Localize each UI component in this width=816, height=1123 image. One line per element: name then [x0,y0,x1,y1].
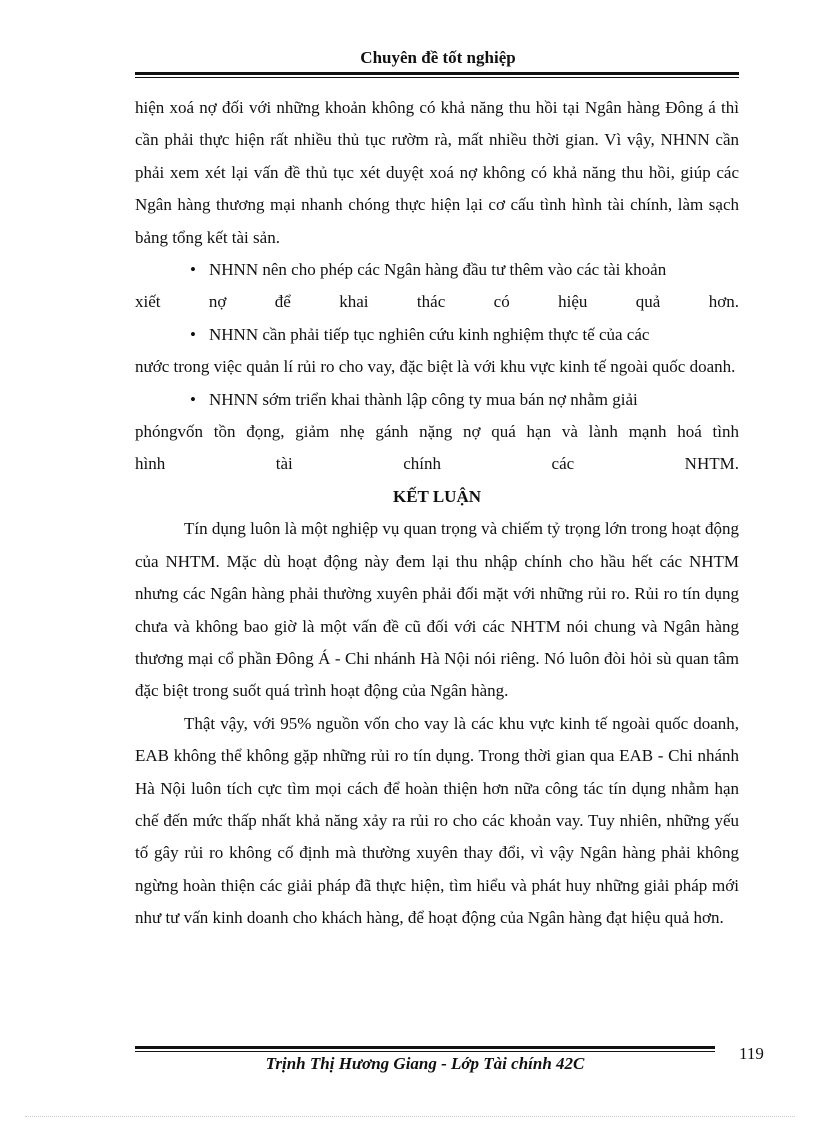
bullet-item-3 [135,384,739,416]
bullet-3-last-line: hình tài chính các NHTM. [135,454,739,474]
bullet-2-first-line: NHNN cần phải tiếp tục nghiên cứu kinh nghiệm thực tế của các [209,324,650,344]
header-rule-thick [135,72,739,75]
bullet-3-mid-line: phóngvốn tồn đọng, giảm nhẹ gánh nặng nợ quá hạn và lành mạnh hoá tình [135,422,739,442]
bullet-icon: • [190,389,196,409]
header-rule-thin [135,77,739,78]
paragraph-3: Thật vậy, với 95% nguồn vốn cho vay là các khu vực kinh tế ngoài quốc doanh, EAB không thể không gặp những rủi ro tín dụng. Trong thời gian qua EAB - Chi nhánh Hà Nội luôn tích cực tìm mọi cách để hoàn thiện hơn nữa công tác tín dụng nhằm hạn chế đến mức thấp nhất khả năng xảy ra rủi ro cho các khoản vay. Tuy nhiên, những yếu tố gây rủi ro không cố định mà thường xuyên thay đổi, vì vậy Ngân hàng phải không ngừng hoàn thiện các giải pháp đã thực hiện, tìm hiểu và phát huy những giải pháp mới như tư vấn kinh doanh cho khách hàng, để hoạt động của Ngân hàng đạt hiệu quả hơn. [135,713,739,928]
bullet-1-first-line: NHNN nên cho phép các Ngân hàng đầu tư thêm vào các tài khoản [209,260,667,280]
paragraph-1: hiện xoá nợ đối với những khoản không có khả năng thu hồi tại Ngân hàng Đông á thì cần phải thực hiện rất nhiều thủ tục rườm rà, mất nhiều thời gian. Vì vậy, NHNN cần phải xem xét lại vấn đề thủ tục xét duyệt xoá nợ không có khả năng thu hồi, giúp các Ngân hàng thương mại nhanh chóng thực hiện lại cơ cấu tình hình tài chính, làm sạch bảng tổng kết tài sản. [135,98,739,247]
document-body [135,92,739,935]
bullet-item-1 [135,254,739,286]
bullet-icon: • [190,260,196,280]
bullet-1-last-line: xiết nợ để khai thác có hiệu quả hơn. [135,292,739,312]
bullet-3-first-line: NHNN sớm triển khai thành lập công ty mua bán nợ nhằm giải [209,389,638,409]
header-title: Chuyên đề tốt nghiệp [360,48,516,67]
bullet-icon: • [190,324,196,344]
bullet-2-rest: nước trong việc quản lí rủi ro cho vay, đặc biệt là với khu vực kinh tế ngoài quốc doanh. [135,357,736,377]
bullet-item-2 [135,319,739,351]
page-number: 119 [739,1044,764,1063]
footer-rule-thin [135,1051,715,1052]
page-edge-divider [25,1116,795,1117]
footer-author-line: Trịnh Thị Hương Giang - Lớp Tài chính 42C [265,1054,585,1073]
footer-rule-thick [135,1046,715,1049]
paragraph-2: Tín dụng luôn là một nghiệp vụ quan trọng và chiếm tỷ trọng lớn trong hoạt động của NHTM. Mặc dù hoạt động này đem lại thu nhập chính cho hầu hết các NHTM nhưng các Ngân hàng phải thường xuyên phải đối mặt với những rủi ro. Rủi ro tín dụng chưa và không bao giờ là một vấn đề cũ đối với các NHTM nói chung và Ngân hàng thương mại cổ phần Đông Á - Chi nhánh Hà Nội nói riêng. Nó luôn đòi hỏi sù quan tâm đặc biệt trong suốt quá trình hoạt động của Ngân hàng. [135,519,739,701]
section-heading: KẾT LUẬN [392,486,481,506]
